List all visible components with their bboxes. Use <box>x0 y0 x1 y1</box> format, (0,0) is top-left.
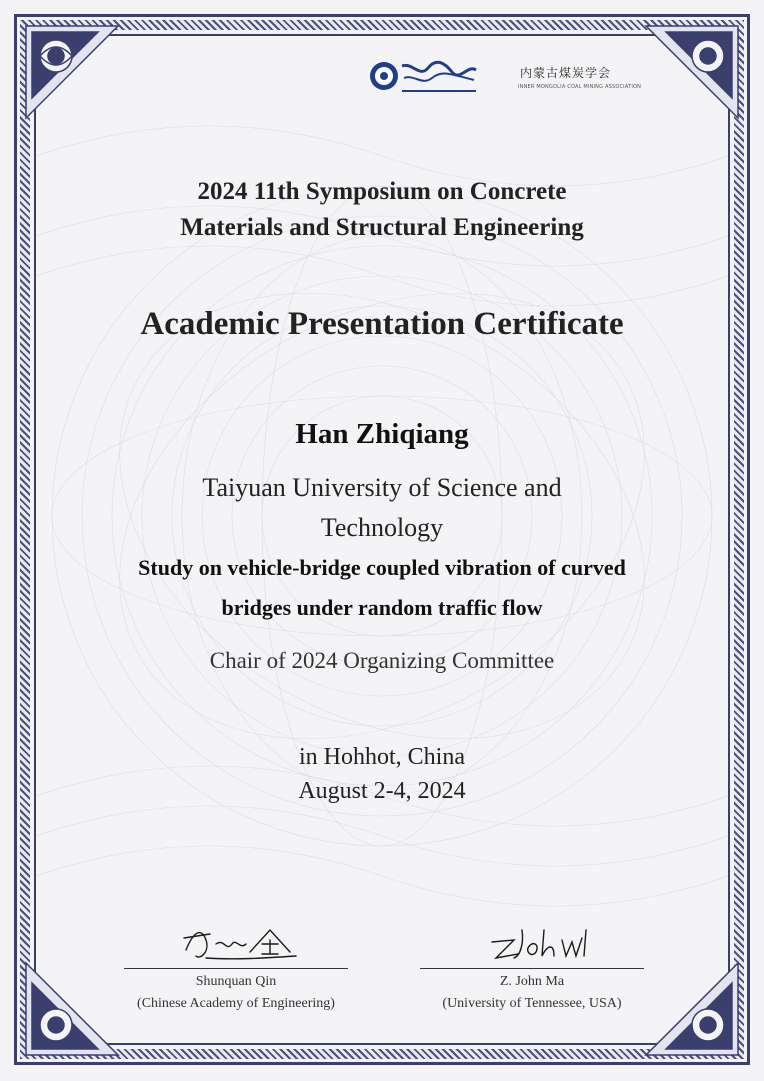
signatory-name-right: Z. John Ma <box>499 974 565 989</box>
event-location: in Hohhot, China <box>299 744 465 770</box>
event-dates: August 2-4, 2024 <box>298 778 466 804</box>
association-logo <box>512 62 642 96</box>
signatory-affiliation-left: (Chinese Academy of Engineering) <box>137 996 335 1011</box>
institution-line2: Technology <box>320 513 444 542</box>
signatory-name-left: Shunquan Qin <box>195 974 277 989</box>
association-name-chinese: 内蒙古煤炭学会 <box>520 66 612 80</box>
signature-line-right <box>420 968 644 969</box>
recipient-name: Han Zhiqiang <box>295 418 469 450</box>
paper-title-line1: Study on vehicle-bridge coupled vibration of curved <box>138 555 626 580</box>
signature-handwritten-left <box>166 900 306 966</box>
signature-block-left <box>116 900 356 1013</box>
corner-ornament-bottom-right <box>636 953 746 1063</box>
symposium-title-line2: Materials and Structural Engineering <box>180 214 584 241</box>
signature-block-right <box>412 900 652 1013</box>
signature-line-left <box>124 968 348 969</box>
symposium-title <box>0 174 764 246</box>
event-details <box>0 740 764 808</box>
association-name-english: INNER MONGOLIA COAL MINING ASSOCIATION <box>518 84 642 90</box>
corner-ornament-bottom-left <box>18 953 128 1063</box>
chair-label: Chair of 2024 Organizing Committee <box>209 648 555 673</box>
recipient-institution <box>0 468 764 548</box>
header-logos <box>0 56 764 100</box>
institution-line1: Taiyuan University of Science and <box>202 473 562 502</box>
symposium-title-line1: 2024 11th Symposium on Concrete <box>197 178 567 205</box>
signature-handwritten-right <box>462 900 602 966</box>
signatory-affiliation-right: (University of Tennessee, USA) <box>442 996 622 1011</box>
paper-title-line2: bridges under random traffic flow <box>221 595 543 620</box>
paper-title <box>0 548 764 628</box>
university-logo <box>368 58 480 98</box>
certificate-title: Academic Presentation Certificate <box>140 306 624 342</box>
